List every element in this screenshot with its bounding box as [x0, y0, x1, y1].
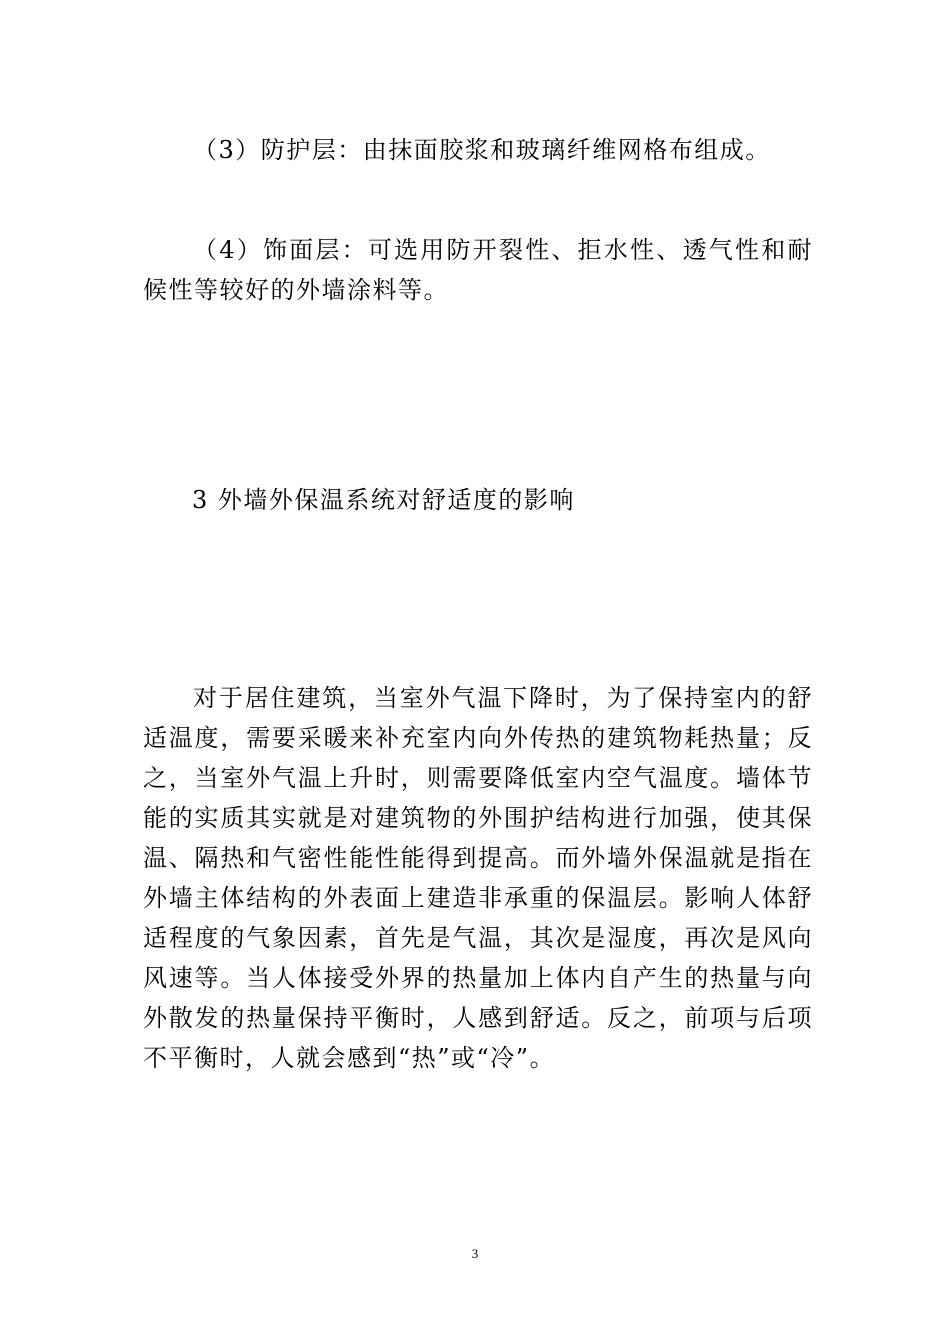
body-paragraph: 对于居住建筑，当室外气温下降时，为了保持室内的舒适温度，需要采暖来补充室内向外传热的建筑物耗热量；反之，当室外气温上升时，则需要降低室内空气温度。墙体节能的实质其实就是对建筑物的外围护结构进行加强，使其保温、隔热和气密性能性能得到提高。而外墙外保温就是指在外墙主体结构的外表面上建造非承重的保温层。影响人体舒适程度的气象因素，首先是气温，其次是湿度，再次是风向风速等。当人体接受外界的热量加上体内自产生的热量与向外散发的热量保持平衡时，人感到舒适。反之，前项与后项不平衡时，人就会感到“热”或“冷”。: [143, 684, 813, 1072]
section-heading: 3 外墙外保温系统对舒适度的影响: [192, 486, 575, 514]
page-number: 3: [471, 1246, 479, 1261]
paragraph-finish-layer: （4）饰面层：可选用防开裂性、拒水性、透气性和耐候性等较好的外墙涂料等。: [143, 236, 813, 304]
paragraph-protective-layer: （3）防护层：由抹面胶浆和玻璃纤维网格布组成。: [193, 136, 771, 164]
